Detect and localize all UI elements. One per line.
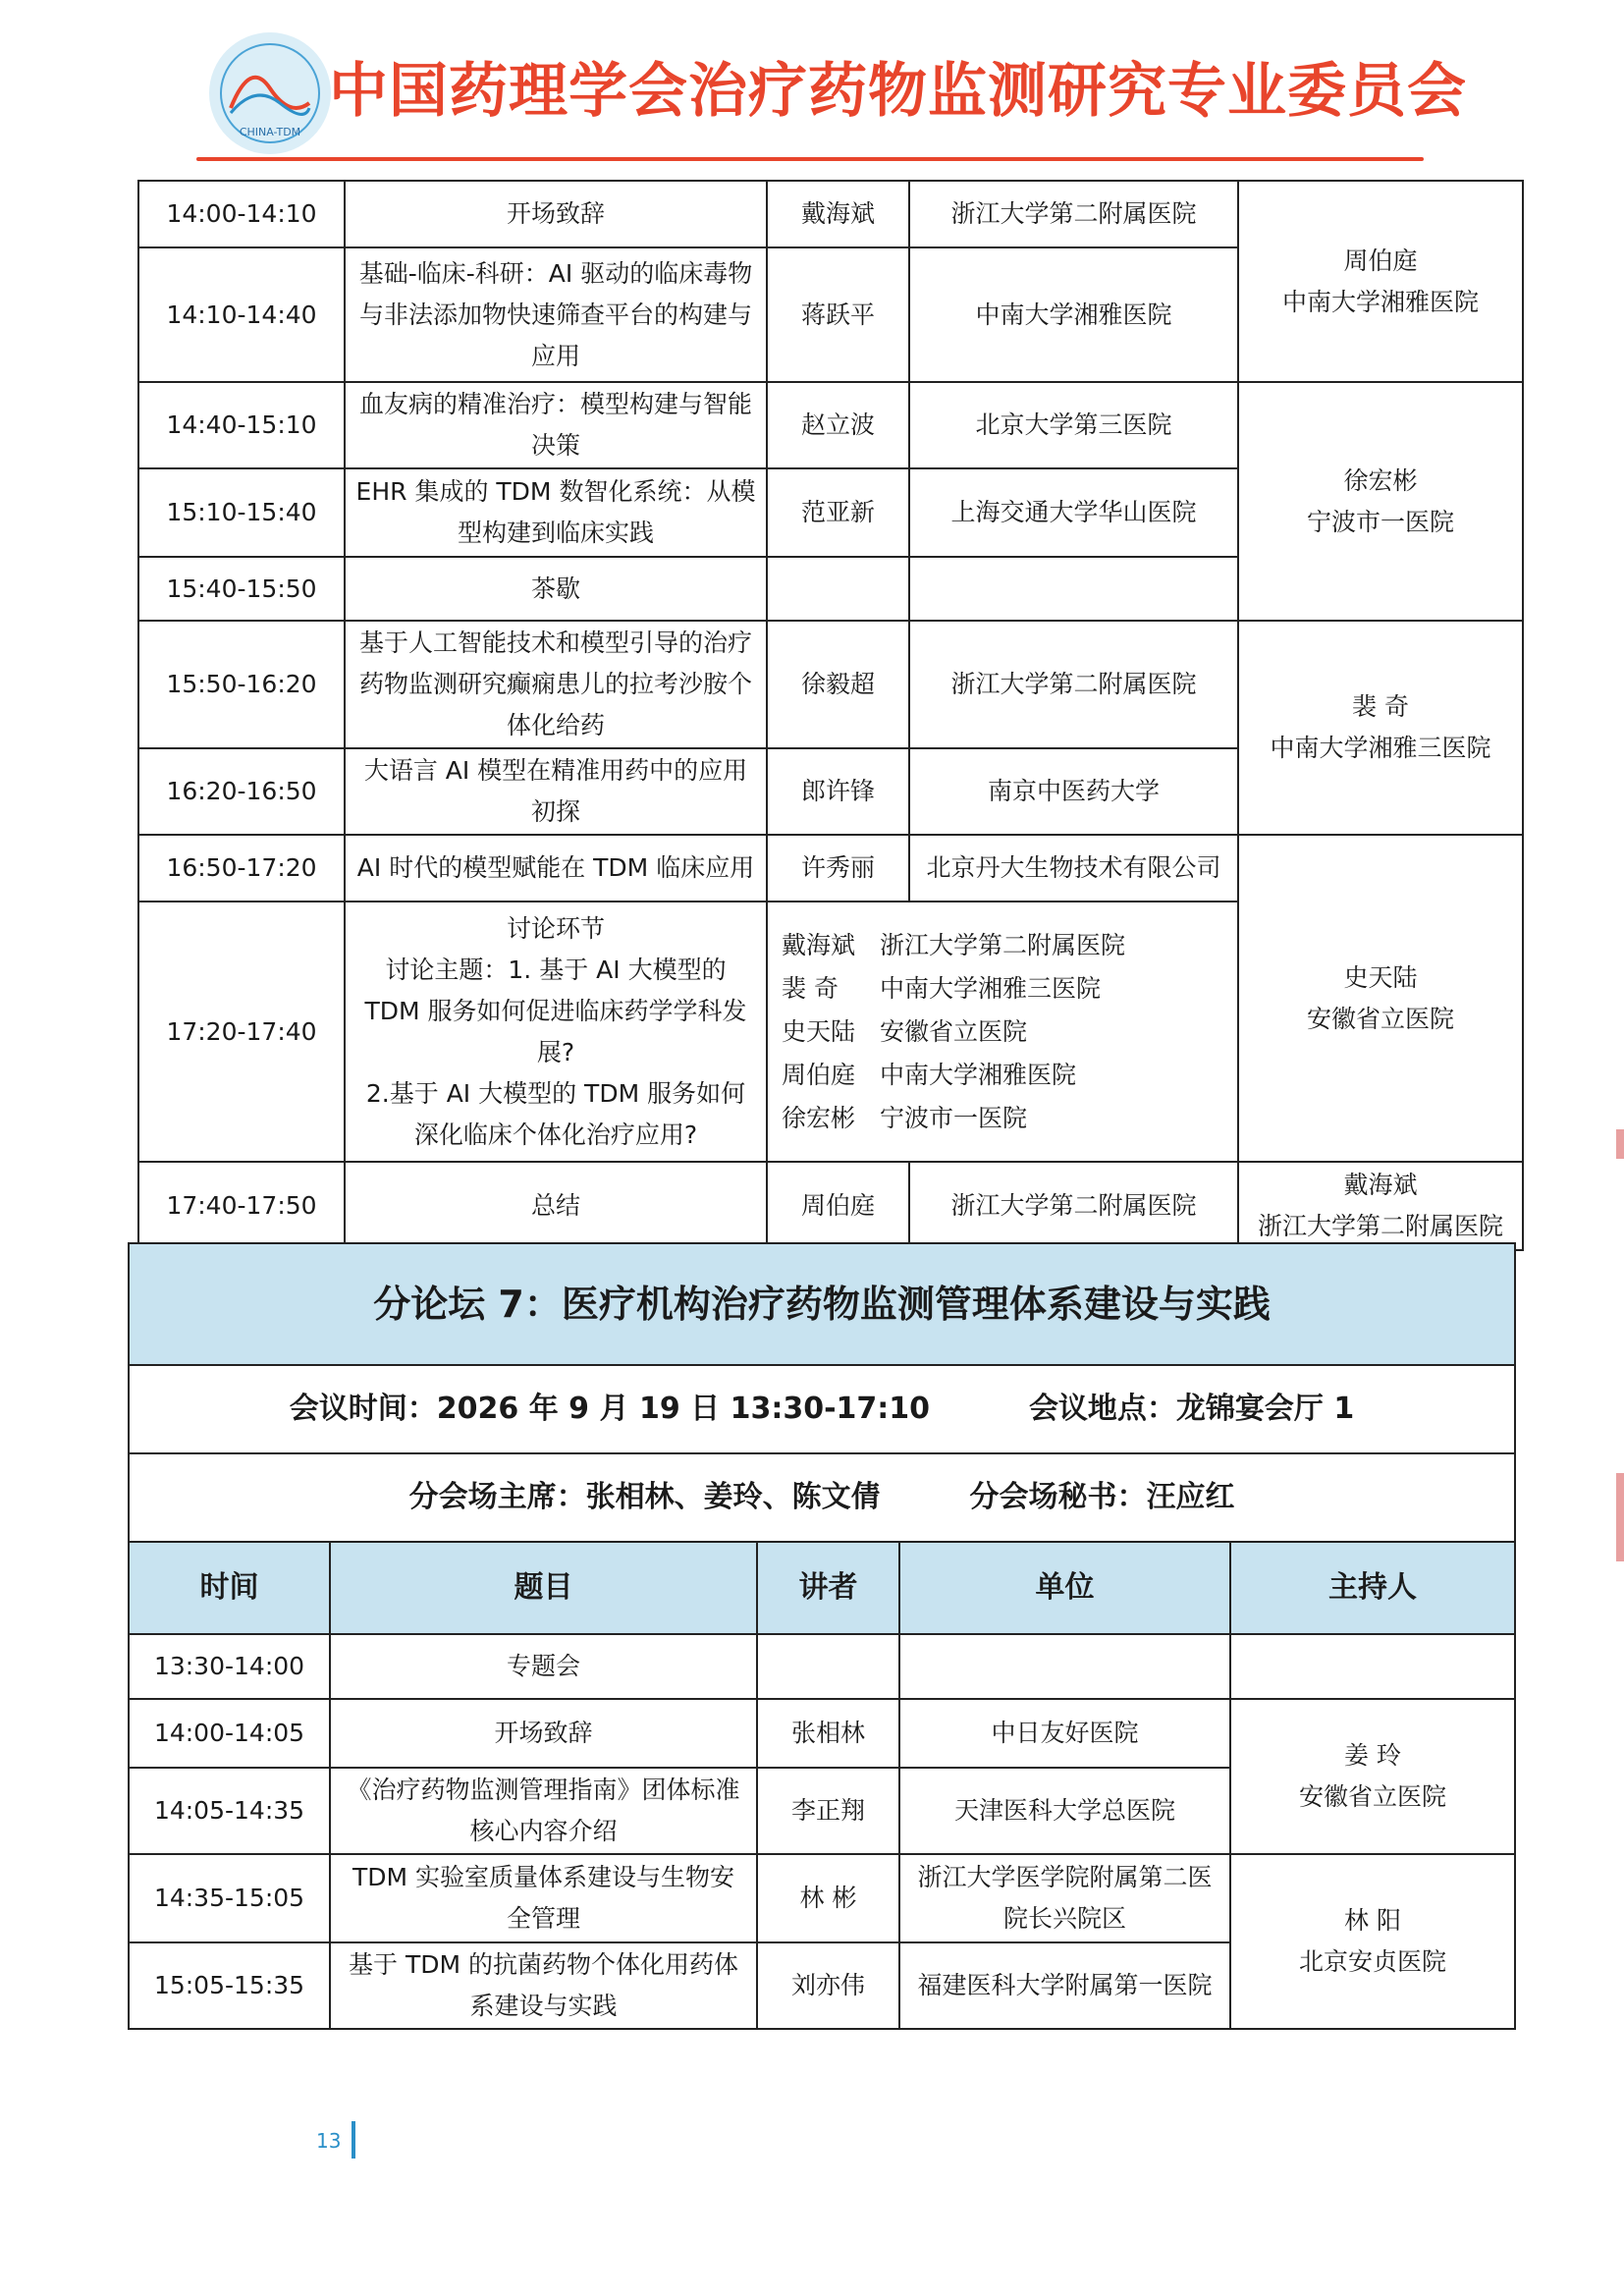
schedule-table-part1 [137,180,1524,1251]
forum7-table [128,1242,1516,2030]
speaker-cell: 林 彬 [757,1854,899,1942]
topic-cell: 基于人工智能技术和模型引导的治疗药物监测研究癫痫患儿的拉考沙胺个体化给药 [345,621,767,748]
discussion-topic-cell [345,902,767,1162]
time-cell: 15:05-15:35 [129,1942,330,2029]
host-name: 徐宏彬 [1343,465,1418,495]
host-unit: 安徽省立医院 [1299,1782,1447,1811]
unit-cell: 浙江大学医学院附属第二医院长兴院区 [899,1854,1230,1942]
time-cell: 15:10-15:40 [138,468,345,557]
forum-title: 分论坛 7：医疗机构治疗药物监测管理体系建设与实践 [129,1243,1515,1365]
time-cell: 14:00-14:05 [129,1699,330,1768]
speaker-cell: 戴海斌 [767,181,909,247]
panelist: 裴 奇 中南大学湘雅三医院 [782,973,1102,1003]
table-row [138,1162,1523,1250]
unit-cell: 浙江大学第二附属医院 [909,621,1238,748]
unit-cell: 天津医科大学总医院 [899,1768,1230,1854]
topic-cell: 茶歇 [345,557,767,621]
table-row [129,1634,1515,1699]
time-cell: 16:20-16:50 [138,748,345,835]
unit-cell: 浙江大学第二附属医院 [909,1162,1238,1250]
discussion-topic-1: 讨论主题：1. 基于 AI 大模型的 TDM 服务如何促进临床药学学科发展? [364,955,747,1066]
host-unit: 浙江大学第二附属医院 [1257,1212,1503,1240]
table-row [138,621,1523,748]
column-header-time: 时间 [129,1542,330,1634]
table-row [129,1699,1515,1768]
meeting-time: 会议时间：2026 年 9 月 19 日 13:30-17:10 [289,1392,931,1426]
host-cell [1238,1162,1523,1250]
svg-text:CHINA-TDM: CHINA-TDM [239,126,301,138]
time-cell: 14:40-15:10 [138,382,345,468]
host-unit: 北京安贞医院 [1299,1947,1447,1976]
speaker-cell: 刘亦伟 [757,1942,899,2029]
column-header-speaker: 讲者 [757,1542,899,1634]
panelist: 徐宏彬 宁波市一医院 [782,1103,1028,1132]
time-cell: 14:10-14:40 [138,247,345,382]
session-chairs: 分会场主席：张相林、姜玲、陈文倩 [408,1480,881,1514]
topic-cell: TDM 实验室质量体系建设与生物安全管理 [330,1854,757,1942]
time-cell: 17:20-17:40 [138,902,345,1162]
unit-cell: 浙江大学第二附属医院 [909,181,1238,247]
topic-cell: EHR 集成的 TDM 数智化系统：从模型构建到临床实践 [345,468,767,557]
forum-meta-chairs [129,1453,1515,1542]
panelist: 戴海斌 浙江大学第二附属医院 [782,930,1126,959]
speaker-cell: 许秀丽 [767,835,909,902]
host-cell [1230,1699,1515,1854]
table-header-row [129,1542,1515,1634]
host-cell [1230,1854,1515,2029]
unit-cell: 中南大学湘雅医院 [909,247,1238,382]
column-header-topic: 题目 [330,1542,757,1634]
unit-cell [909,557,1238,621]
organization-title: 中国药理学会治疗药物监测研究专业委员会 [329,57,1467,126]
scan-edge-mark [1616,1473,1624,1561]
page-number: 13 [316,2129,342,2153]
host-cell [1230,1634,1515,1699]
scan-edge-mark [1616,1129,1624,1159]
speaker-cell: 郎许锋 [767,748,909,835]
panelists-cell [767,902,1238,1162]
time-cell: 17:40-17:50 [138,1162,345,1250]
time-cell: 16:50-17:20 [138,835,345,902]
page-number-bar [352,2121,355,2159]
speaker-cell: 周伯庭 [767,1162,909,1250]
header-divider [196,157,1424,161]
panelist: 周伯庭 中南大学湘雅医院 [782,1060,1077,1089]
speaker-cell: 徐毅超 [767,621,909,748]
topic-cell: 专题会 [330,1634,757,1699]
time-cell: 15:50-16:20 [138,621,345,748]
host-name: 史天陆 [1343,962,1418,992]
table-row [138,181,1523,247]
discussion-title: 讨论环节 [506,913,605,943]
speaker-cell [767,557,909,621]
speaker-cell: 张相林 [757,1699,899,1768]
speaker-cell: 范亚新 [767,468,909,557]
topic-cell: 大语言 AI 模型在精准用药中的应用初探 [345,748,767,835]
meeting-venue: 会议地点：龙锦宴会厅 1 [1028,1392,1355,1426]
time-cell: 14:05-14:35 [129,1768,330,1854]
committee-logo [206,29,334,157]
speaker-cell: 赵立波 [767,382,909,468]
speaker-cell: 李正翔 [757,1768,899,1854]
time-cell: 14:00-14:10 [138,181,345,247]
column-header-host: 主持人 [1230,1542,1515,1634]
topic-cell: 《治疗药物监测管理指南》团体标准核心内容介绍 [330,1768,757,1854]
table-row [129,1854,1515,1942]
panelist: 史天陆 安徽省立医院 [782,1016,1028,1046]
host-unit: 宁波市一医院 [1306,507,1454,536]
time-cell: 15:40-15:50 [138,557,345,621]
page-header [196,20,1467,167]
host-name: 林 阳 [1344,1906,1401,1935]
topic-cell: 开场致辞 [345,181,767,247]
topic-cell: 开场致辞 [330,1699,757,1768]
host-cell [1238,382,1523,621]
host-name: 戴海斌 [1343,1171,1418,1199]
table-row [138,382,1523,468]
unit-cell: 中日友好医院 [899,1699,1230,1768]
host-unit: 安徽省立医院 [1306,1004,1454,1033]
topic-cell: 血友病的精准治疗：模型构建与智能决策 [345,382,767,468]
topic-cell: 基于 TDM 的抗菌药物个体化用药体系建设与实践 [330,1942,757,2029]
host-cell [1238,621,1523,835]
unit-cell: 上海交通大学华山医院 [909,468,1238,557]
host-name: 姜 玲 [1344,1741,1401,1770]
table-row [138,835,1523,902]
time-cell: 13:30-14:00 [129,1634,330,1699]
column-header-unit: 单位 [899,1542,1230,1634]
topic-cell: 基础-临床-科研：AI 驱动的临床毒物与非法添加物快速筛查平台的构建与应用 [345,247,767,382]
unit-cell: 北京大学第三医院 [909,382,1238,468]
host-unit: 中南大学湘雅医院 [1281,287,1479,316]
speaker-cell: 蒋跃平 [767,247,909,382]
host-cell [1238,835,1523,1162]
unit-cell: 北京丹大生物技术有限公司 [909,835,1238,902]
forum-banner [129,1243,1515,1365]
time-cell: 14:35-15:05 [129,1854,330,1942]
forum-meta-time-venue [129,1365,1515,1453]
unit-cell: 福建医科大学附属第一医院 [899,1942,1230,2029]
unit-cell [899,1634,1230,1699]
host-cell [1238,181,1523,382]
host-unit: 中南大学湘雅三医院 [1270,734,1491,762]
topic-cell: AI 时代的模型赋能在 TDM 临床应用 [345,835,767,902]
unit-cell: 南京中医药大学 [909,748,1238,835]
speaker-cell [757,1634,899,1699]
session-secretary: 分会场秘书：汪应红 [969,1480,1235,1514]
host-name: 裴 奇 [1352,692,1409,721]
topic-cell: 总结 [345,1162,767,1250]
host-name: 周伯庭 [1343,246,1418,275]
discussion-topic-2: 2.基于 AI 大模型的 TDM 服务如何深化临床个体化治疗应用? [365,1078,746,1149]
